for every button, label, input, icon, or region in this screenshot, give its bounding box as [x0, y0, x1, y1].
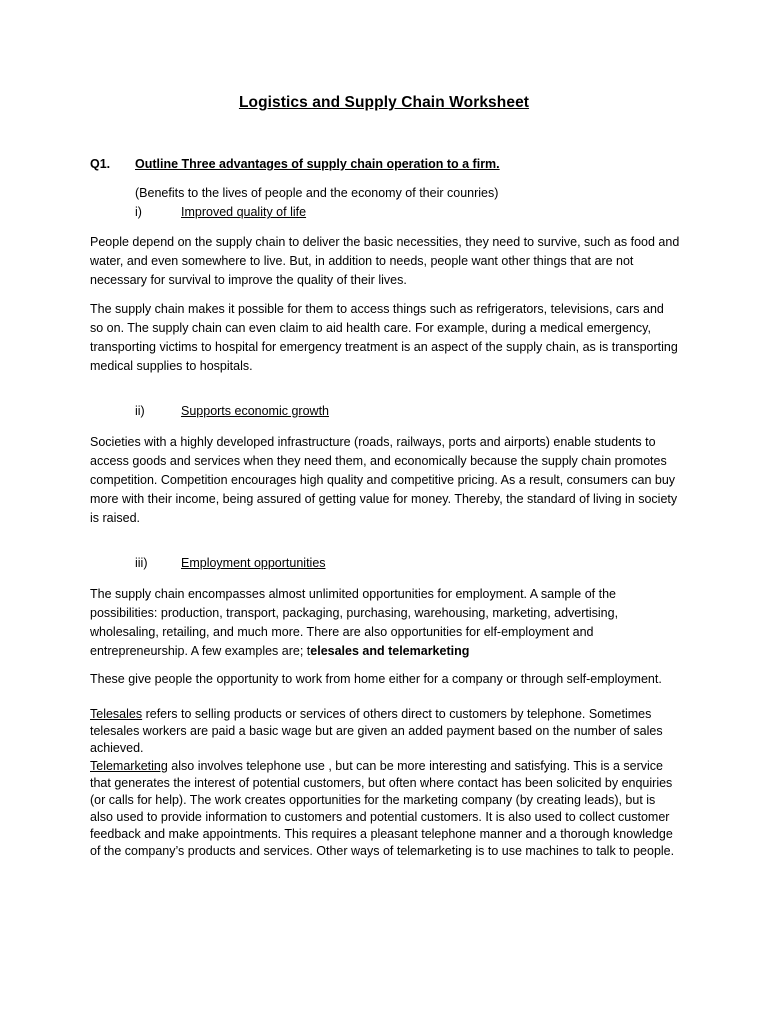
- list-item-label: Supports economic growth: [181, 404, 329, 418]
- list-item-numeral: i): [135, 205, 142, 219]
- telemarketing-term: Telemarketing: [90, 759, 168, 773]
- question-note: (Benefits to the lives of people and the economy of their counries): [135, 186, 499, 200]
- page-title: Logistics and Supply Chain Worksheet: [238, 94, 530, 111]
- paragraph-supply-chain-access: The supply chain makes it possible for them to access things such as refrigerators, televisions, cars and so on. The supply chain can even claim to aid health care. For example, during a medical emergency, transporting victims to hospital for emergency treatment is an aspect of the supply chain, as is transporting medical supplies to hospitals.: [90, 302, 678, 373]
- list-item-label: Improved quality of life: [181, 205, 307, 219]
- list-item-label: Employment opportunities: [181, 556, 326, 570]
- paragraph-employment: [90, 585, 680, 661]
- paragraph-telemarketing: [90, 758, 680, 860]
- telemarketing-text: also involves telephone use , but can be more interesting and satisfying. This is a service that generates the interest of potential customers, but often where contact has been solicited by enquiries (or calls for help). The work creates opportunities for the marketing company (by creating leads), but is also used to provide information to customers and potential customers. It is also used to collect customer feedback and make appointments. This requires a pleasant telephone manner and a thorough knowledge of the company’s products and services. Other ways of telemarketing is to use machines to talk to people.: [90, 759, 675, 858]
- telesales-term: Telesales: [90, 707, 143, 721]
- paragraph-economic-growth: Societies with a highly developed infrastructure (roads, railways, ports and airports) enable students to access goods and services when they need them, and economically because the supply chain promotes competition. Competition encourages high quality and competitive pricing. As a result, consumers can buy more with their income, being assured of getting value for money. Thereby, the standard of living in society is raised.: [90, 435, 678, 525]
- question-number: Q1.: [90, 157, 111, 171]
- paragraph-telesales: [90, 706, 680, 757]
- list-item-numeral: iii): [135, 556, 148, 570]
- paragraph-work-from-home: These give people the opportunity to work from home either for a company or through self-employment.: [90, 672, 662, 686]
- question-text: Outline Three advantages of supply chain operation to a firm.: [135, 157, 500, 171]
- paragraph-employment-text: The supply chain encompasses almost unlimited opportunities for employment. A sample of the possibilities: production, transport, packaging, purchasing, warehousing, marketing, advertising, wholesaling, retailing, and much more. There are also opportunities for elf-employment and entrepreneurship. A few examples are; t: [90, 587, 619, 658]
- paragraph-basic-necessities: People depend on the supply chain to deliver the basic necessities, they need to survive, such as food and water, and even somewhere to live. But, in addition to needs, people want other things that are not necessary for survival to improve the quality of their lives.: [90, 235, 680, 287]
- list-item-numeral: ii): [135, 404, 145, 418]
- paragraph-employment-bold: elesales and telemarketing: [310, 644, 470, 658]
- telesales-text: refers to selling products or services of others direct to customers by telephone. Sometimes telesales workers are paid a basic wage but are given an added payment based on the number of sales achieved.: [90, 707, 663, 755]
